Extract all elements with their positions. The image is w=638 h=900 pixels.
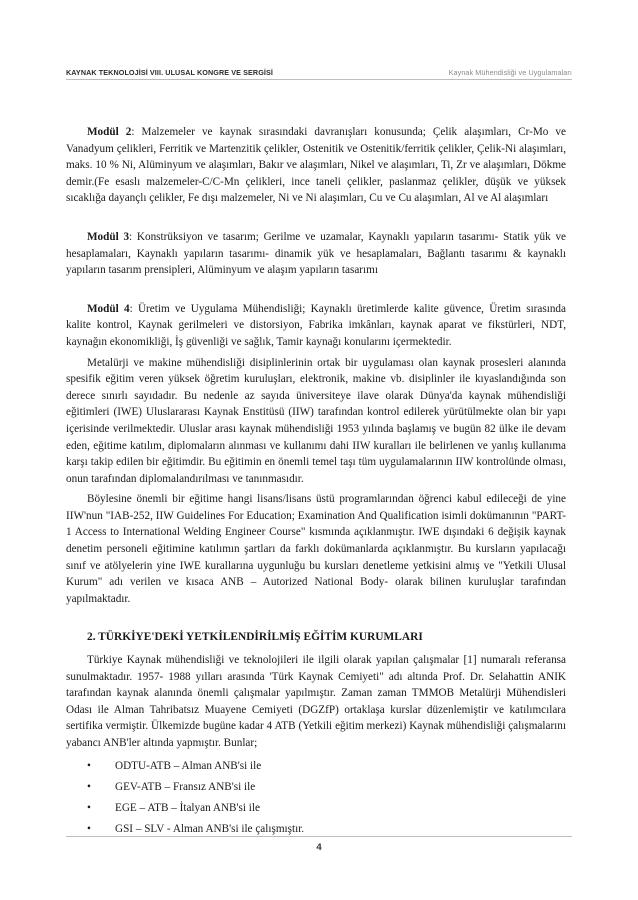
module-2-text: : Malzemeler ve kaynak sırasındaki davranışları konusunda; Çelik alaşımları, Cr-Mo ve Vanadyum çelikleri, Ferritik ve Martenzitik çelikler, Ostenitik ve Ostenitik/ferritik çelikler, Çelik-Ni alaşımları, maks. 10 % Ni, Alüminyum ve alaşımları, Bakır ve alaşımları, Nikel ve alaşımları, Ti, Zr ve alaşımları, Dökme demir.(Fe esaslı malzemeler-C/C-Mn çelikleri, ince taneli çelikler, paslanmaz çelikler, düşük ve yüksek sıcaklığa dayançlı çelikler, Fe dışı malzemeler, Ni ve Ni alaşımları, Cu ve Cu alaşımları, Al ve Al alaşımları [66, 126, 566, 205]
list-item [66, 777, 566, 798]
page-number: 4 [316, 842, 322, 853]
module-2-paragraph [66, 124, 566, 207]
header-divider [66, 79, 572, 80]
header-section-title: Kaynak Mühendisliği ve Uygulamaları [448, 68, 572, 77]
module-4-text: : Üretim ve Uygulama Mühendisliği; Kaynaklı üretimlerde kalite güvence, Üretim sırasında kalite kontrol, Kaynak gerilmeleri ve distorsiyon, Fabrika imkânları, kaynak aparat ve fikstürleri, NDT, kaynağın ekonomikliği, İş güvenliği ve sağlık, Tamir kaynağı konularını içermektedir. [66, 302, 566, 348]
bullet-list [66, 756, 566, 840]
list-item-text: GSI – SLV - Alman ANB'si ile çalışmıştır. [115, 822, 305, 835]
section-heading: 2. TÜRKİYE'DEKİ YETKİLENDİRİLMİŞ EĞİTİM KURUMLARI [87, 631, 423, 644]
body-text [66, 124, 566, 840]
module-3-label: Modül 3 [87, 230, 130, 243]
module-3-text: : Konstrüksiyon ve tasarım; Gerilme ve uzamalar, Kaynaklı yapıların tasarımı- Statik yük ve hesaplamaları, Kaynaklı yapıların tasarımı- dinamik yük ve hesaplamaları, Bağlantı tasarımı & kaynaklı yapıların tasarım prensipleri, Alüminyum ve alaşım yapıların tasarımı [66, 230, 566, 277]
section-paragraph: Türkiye Kaynak mühendisliği ve teknolojileri ile ilgili olarak yapılan çalışmalar [1] numaralı referansa sunulmaktadır. 1957- 1988 yılları arasında 'Türk Kaynak Cemiyeti" adı altında Prof. Dr. Selahattin ANIK tarafından kaynak alanında önemli çalışmalar yapılmıştır. Zaman zaman TMMOB Metalürji Mühendisleri Odası ile Alman Tahribatsız Muayene Cemiyeti (DGZfP) ortaklaşa kurslar düzenlemiştir ve katılımcılara sertifika vermiştir. Ülkemizde bugüne kadar 4 ATB (Yetkili eğitim merkezi) Kaynak mühendisliği çalışmalarını yabancı ANB'ler altında yapmıştır. Bunlar; [66, 654, 566, 749]
list-item [66, 756, 566, 777]
list-item-text: EGE – ATB – İtalyan ANB'si ile [115, 801, 260, 814]
module-4-label: Modül 4 [87, 302, 130, 315]
body-paragraph: Böylesine önemli bir eğitime hangi lisans/lisans üstü programlarından öğrenci kabul edileceği de yine IIW'nun "IAB-252, IIW Guidelines For Education; Examination And Qualification isimli dokümanının "PART-1 Access to International Welding Engineer Course" kısmında açıklanmıştır. IWE dışındaki 6 değişik kaynak denetim personeli eğitimine katılımın şartları da farklı dokümanlarda açıklanmıştır. Bu kursların yapılacağı sınıf ve atölyelerin yine IWE kurallarına uygunluğu bu kursları denetleme yetkisini almış ve "Yetkili Ulusal Kurum" adı verilen ve kısaca ANB – Autorized National Body- olarak bilinen kuruluşlar tarafından yapılmaktadır. [66, 493, 566, 605]
module-3-paragraph [66, 229, 566, 279]
module-4-paragraph [66, 301, 566, 351]
list-item-text: GEV-ATB – Fransız ANB'si ile [115, 780, 256, 793]
bullet-icon: • [87, 759, 91, 772]
running-header [66, 68, 572, 77]
body-paragraph: Metalürji ve makine mühendisliği disiplinlerinin ortak bir uygulaması olan kaynak prosesleri alanında spesifik eğitim veren yüksek öğretim kuruluşları, elektronik, makine vb. disiplinler ile kıyaslandığında son derece sınırlı sayıdadır. Bu nedenle az sayıda üniversiteye ilave olarak Dünya'da kaynak mühendisliği eğitimleri (IWE) Uluslararası Kaynak Enstitüsü (IIW) tarafından kontrol edilerek yürütülmekte olan bir yapı içerisinde verilmektedir. Uluslar arası kaynak mühendisliği 1953 yılında başlamış ve bugün 82 ülke ile devam eden, eğitime katılım, diplomaların alınması ve kullanımı dahi IIW kuralları ile belirlenen ve yanlış kullanıma karşı takip edilen bir eğitimdir. Bu eğitimin en önemli temel taşı tüm uygulamalarının IIW kontrolünde olması, onun tarafından diplomalandırılması ve tanınmasıdır. [66, 356, 566, 485]
bullet-icon: • [87, 801, 91, 814]
bullet-icon: • [87, 780, 91, 793]
module-2-label: Modül 2 [87, 126, 132, 138]
list-item-text: ODTU-ATB – Alman ANB'si ile [115, 759, 262, 772]
footer-divider [66, 836, 572, 837]
list-item [66, 798, 566, 819]
header-conference-title: KAYNAK TEKNOLOJİSİ VIII. ULUSAL KONGRE VE SERGİSİ [66, 68, 273, 77]
bullet-icon: • [87, 822, 91, 835]
